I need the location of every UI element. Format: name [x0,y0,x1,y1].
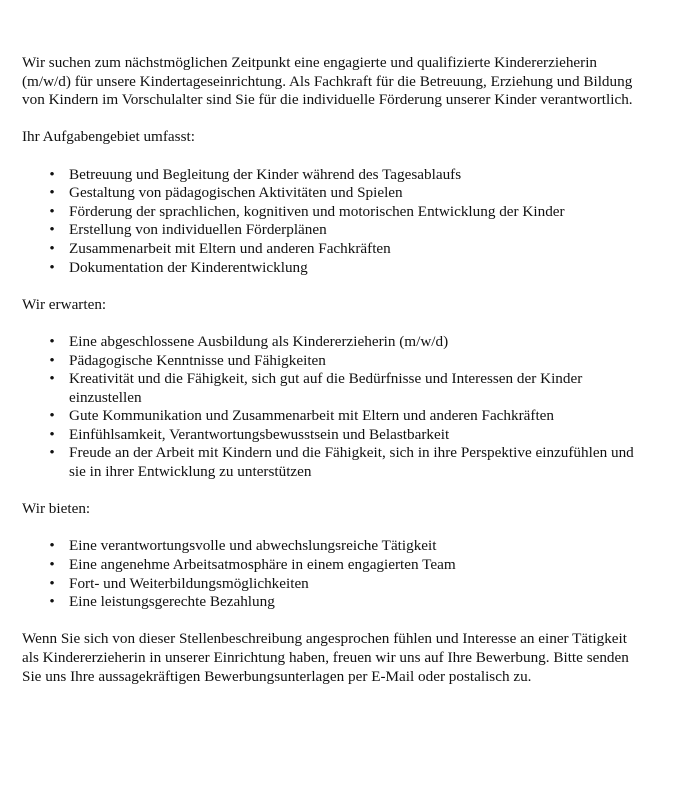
list-item-text: Einfühlsamkeit, Verantwortungsbewusstsein und Belastbarkeit [69,425,450,443]
bullet-icon: • [49,444,55,462]
offer-heading: Wir bieten: [22,500,91,518]
list-item [49,425,642,445]
list-item [49,407,642,426]
list-item [49,444,642,481]
requirements-list [22,333,642,482]
list-item-text: Eine leistungsgerechte Bezahlung [69,593,275,611]
list-item-text: Kreativität und die Fähigkeit, sich gut auf die Bedürfnisse und Interessen der Kinder einzustellen [69,370,583,406]
bullet-icon: • [49,332,55,350]
bullet-icon: • [49,184,55,202]
list-item [49,239,642,259]
bullet-icon: • [49,425,55,443]
document-page [22,54,642,705]
offer-list [22,537,642,611]
list-item-text: Dokumentation der Kinderentwicklung [69,258,308,276]
list-item [49,332,642,352]
list-item [49,165,642,185]
list-item-text: Betreuung und Begleitung der Kinder während des Tagesablaufs [69,165,462,183]
bullet-icon: • [49,537,55,555]
list-item [49,556,642,575]
bullet-icon: • [49,258,55,276]
list-item-text: Fort- und Weiterbildungsmöglichkeiten [69,574,309,592]
list-item-text: Eine abgeschlossene Ausbildung als Kindererzieherin (m/w/d) [69,332,449,350]
bullet-icon: • [49,351,55,369]
list-item [49,202,642,222]
bullet-icon: • [49,202,55,220]
list-item-text: Zusammenarbeit mit Eltern und anderen Fachkräften [69,239,391,257]
bullet-icon: • [49,221,55,239]
list-item-text: Erstellung von individuellen Förderplänen [69,221,327,239]
bullet-icon: • [49,556,55,574]
list-item [49,184,642,203]
list-item [49,351,642,371]
list-item-text: Eine angenehme Arbeitsatmosphäre in einem engagierten Team [69,556,456,574]
list-item-text: Gestaltung von pädagogischen Aktivitäten und Spielen [69,184,403,202]
list-item-text: Eine verantwortungsvolle und abwechslungsreiche Tätigkeit [69,537,437,555]
list-item [49,370,642,407]
bullet-icon: • [49,407,55,425]
list-item [49,537,642,556]
list-item [49,574,642,594]
list-item [49,221,642,240]
tasks-heading: Ihr Aufgabengebiet umfasst: [22,128,195,146]
list-item [49,258,642,278]
bullet-icon: • [49,574,55,592]
list-item-text: Gute Kommunikation und Zusammenarbeit mit Eltern und anderen Fachkräften [69,407,555,425]
closing-paragraph: Wenn Sie sich von dieser Stellenbeschreibung angesprochen fühlen und Interesse an einer Tätigkeit als Kindererzieherin in unserer Einrichtung haben, freuen wir uns auf Ihre Bewerbung. Bitte senden Sie uns Ihre aussagekräftigen Bewerbungsunterlagen per E-Mail oder postalisch zu. [22,630,629,685]
intro-paragraph: Wir suchen zum nächstmöglichen Zeitpunkt eine engagierte und qualifizierte Kindererzieherin (m/w/d) für unsere Kindertageseinrichtung. Als Fachkraft für die Betreuung, Erziehung und Bildung von Kindern im Vorschulalter sind Sie für die individuelle Förderung unserer Kinder verantwortlich. [22,54,633,109]
requirements-heading: Wir erwarten: [22,295,107,313]
bullet-icon: • [49,370,55,388]
bullet-icon: • [49,593,55,611]
list-item-text: Förderung der sprachlichen, kognitiven und motorischen Entwicklung der Kinder [69,202,565,220]
tasks-list [22,166,642,278]
list-item-text: Freude an der Arbeit mit Kindern und die Fähigkeit, sich in ihre Perspektive einzufühlen und sie in ihrer Entwicklung zu unterstützen [69,444,634,481]
bullet-icon: • [49,165,55,183]
list-item-text: Pädagogische Kenntnisse und Fähigkeiten [69,351,326,369]
bullet-icon: • [49,239,55,257]
list-item [49,593,642,612]
